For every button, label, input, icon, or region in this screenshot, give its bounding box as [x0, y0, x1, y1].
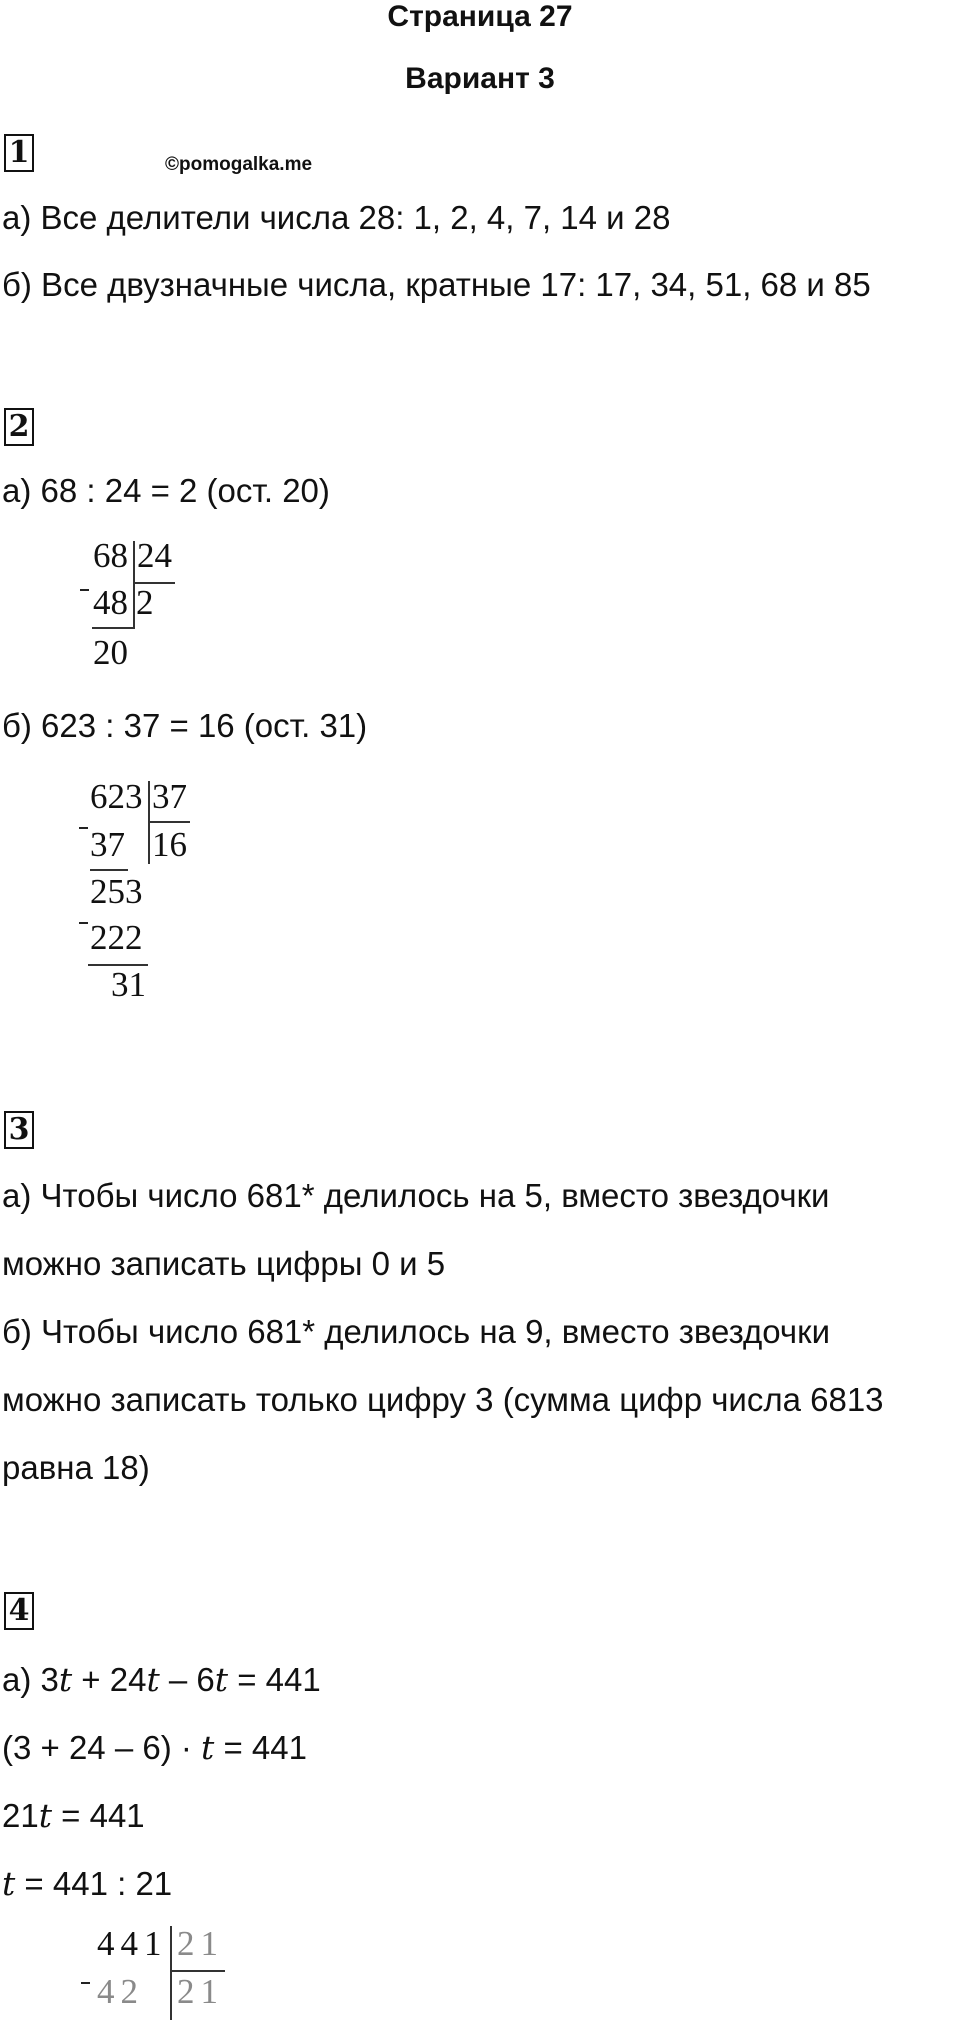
task3-line-1: а) Чтобы число 681* делилось на 5, вместо звездочки: [2, 1177, 830, 1214]
task3-line-2: можно записать цифры 0 и 5: [2, 1245, 446, 1282]
text-part: = 441: [228, 1661, 321, 1698]
task-number-3: 3: [4, 1111, 34, 1149]
dividend: 68: [93, 536, 128, 575]
task1-answer-b: б) Все двузначные числа, кратные 17: 17, 34, 51, 68 и 85: [2, 266, 871, 303]
text-part: (3 + 24 – 6) ·: [2, 1729, 202, 1766]
second-subtrahend: 222: [90, 918, 143, 957]
text-part: 21: [2, 1797, 39, 1834]
task4-equation-line-1: [2, 1660, 321, 1699]
task4-equation-line-2: [2, 1728, 307, 1767]
task1-answer-a: а) Все делители числа 28: 1, 2, 4, 7, 14 и 28: [2, 199, 671, 236]
subtrahend: 42: [97, 1972, 144, 2011]
task4-equation-line-4: [2, 1864, 172, 1903]
subtraction-line: [92, 627, 134, 629]
page-title: Страница 27: [387, 0, 573, 33]
minus-sign: [79, 922, 88, 924]
remainder: 31: [111, 965, 146, 1004]
division-bracket-vertical: [133, 541, 135, 629]
text-part: = 441: [51, 1797, 145, 1834]
text-part: а) 3: [2, 1661, 59, 1698]
division-bracket-horizontal: [148, 821, 190, 823]
quotient: 21: [177, 1972, 224, 2011]
minus-sign: [79, 827, 88, 829]
variant-title: Вариант 3: [405, 62, 555, 95]
task-number-4: 4: [4, 1592, 34, 1630]
watermark: ©pomogalka.me: [165, 154, 313, 175]
task-number-1: 1: [4, 134, 34, 172]
subtraction-line: [90, 869, 128, 871]
variable-t: t: [38, 1796, 52, 1835]
text-part: + 24: [72, 1661, 147, 1698]
task2-answer-b: б) 623 : 37 = 16 (ост. 31): [2, 707, 368, 744]
divisor: 37: [152, 777, 187, 816]
task3-line-4: можно записать только цифру 3 (сумма цифр числа 6813: [2, 1381, 884, 1418]
variable-t: t: [201, 1728, 215, 1767]
division-bracket-vertical: [148, 781, 150, 864]
task3-line-3: б) Чтобы число 681* делилось на 9, вместо звездочки: [2, 1313, 830, 1350]
first-subtrahend: 37: [90, 825, 125, 864]
text-part: = 441: [214, 1729, 307, 1766]
quotient: 2: [136, 583, 154, 622]
minus-sign: [80, 589, 89, 591]
task-number-2: 2: [4, 408, 34, 446]
task4-equation-line-3: [2, 1796, 145, 1835]
variable-t: t: [58, 1660, 73, 1699]
variable-t: t: [214, 1660, 229, 1699]
task2-answer-a: а) 68 : 24 = 2 (ост. 20): [2, 472, 330, 509]
task3-line-5: равна 18): [2, 1449, 150, 1486]
dividend: 441: [97, 1924, 168, 1963]
text-part: = 441 : 21: [15, 1865, 173, 1902]
division-bracket-vertical: [170, 1926, 172, 2020]
quotient: 16: [152, 825, 187, 864]
dividend: 623: [90, 777, 143, 816]
variable-t: t: [2, 1864, 16, 1903]
text-part: – 6: [159, 1661, 215, 1698]
divisor: 24: [137, 536, 172, 575]
divisor: 21: [177, 1924, 224, 1963]
minus-sign: [81, 1982, 90, 1984]
remainder: 20: [93, 633, 128, 672]
partial-dividend: 253: [90, 872, 143, 911]
subtrahend: 48: [93, 583, 128, 622]
variable-t: t: [146, 1660, 160, 1699]
